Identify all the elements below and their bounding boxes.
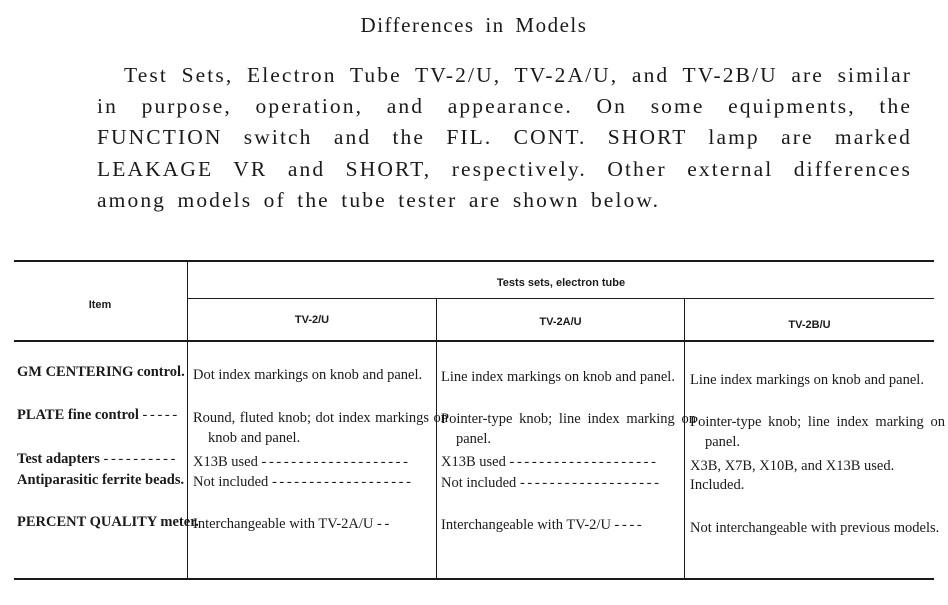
row-item-gm-centering: GM CENTERING control. — [17, 364, 185, 380]
cell-tv2b-plate-fine: Pointer-type knob; line index marking on panel. — [690, 414, 945, 450]
table-header-rule — [14, 340, 934, 342]
section-title: Differences in Models — [360, 13, 588, 37]
column-header-tv2: TV-2/U — [294, 314, 330, 326]
table-group-rule — [188, 298, 934, 299]
cell-tv2-test-adapters: X13B used - - - - - - - - - - - - - - - - - - - - — [193, 454, 408, 470]
table-top-rule — [14, 260, 934, 262]
table-bottom-rule — [14, 578, 934, 580]
cell-tv2a-ferrite-beads: Not included - - - - - - - - - - - - - - - - - - - — [441, 475, 659, 491]
column-header-tv2a: TV-2A/U — [539, 316, 582, 328]
item-column-header: Item — [88, 299, 112, 311]
cell-tv2a-percent-quality: Interchangeable with TV-2/U - - - - — [441, 517, 642, 533]
cell-tv2-ferrite-beads: Not included - - - - - - - - - - - - - - - - - - - — [193, 474, 411, 490]
row-item-ferrite-beads: Antiparasitic ferrite beads. — [17, 472, 185, 488]
cell-tv2-percent-quality: Interchangeable with TV-2A/U - - — [193, 516, 389, 532]
cell-tv2a-gm-centering: Line index markings on knob and panel. — [441, 369, 675, 385]
group-column-header: Tests sets, electron tube — [496, 277, 626, 289]
cell-tv2a-plate-fine: Pointer-type knob; line index marking on panel. — [441, 411, 696, 447]
cell-tv2b-gm-centering: Line index markings on knob and panel. — [690, 372, 924, 388]
row-item-test-adapters: Test adapters - - - - - - - - - - — [17, 451, 175, 467]
row-item-plate-fine: PLATE fine control - - - - - — [17, 407, 177, 423]
column-header-tv2b: TV-2B/U — [788, 319, 831, 331]
cell-tv2b-ferrite-beads: Included. — [690, 477, 745, 493]
intro-paragraph: Test Sets, Electron Tube TV-2/U, TV-2A/U, and TV-2B/U are similar in purpose, operation, and appearance. On some equipments, the FUNCTION switch and the FIL. CONT. SHORT lamp are marked LEAKAGE VR and SHORT, respectively. Other external differences among models of the tube tester are shown below. — [97, 63, 912, 212]
cell-tv2b-percent-quality: Not interchangeable with previous models. — [690, 520, 940, 536]
cell-tv2-plate-fine: Round, fluted knob; dot index markings on knob and panel. — [193, 410, 448, 446]
cell-tv2a-test-adapters: X13B used - - - - - - - - - - - - - - - - - - - - — [441, 454, 656, 470]
row-item-percent-quality: PERCENT QUALITY meter. — [17, 514, 199, 530]
cell-tv2-gm-centering: Dot index markings on knob and panel. — [193, 367, 423, 383]
cell-tv2b-test-adapters: X3B, X7B, X10B, and X13B used. — [690, 458, 895, 474]
